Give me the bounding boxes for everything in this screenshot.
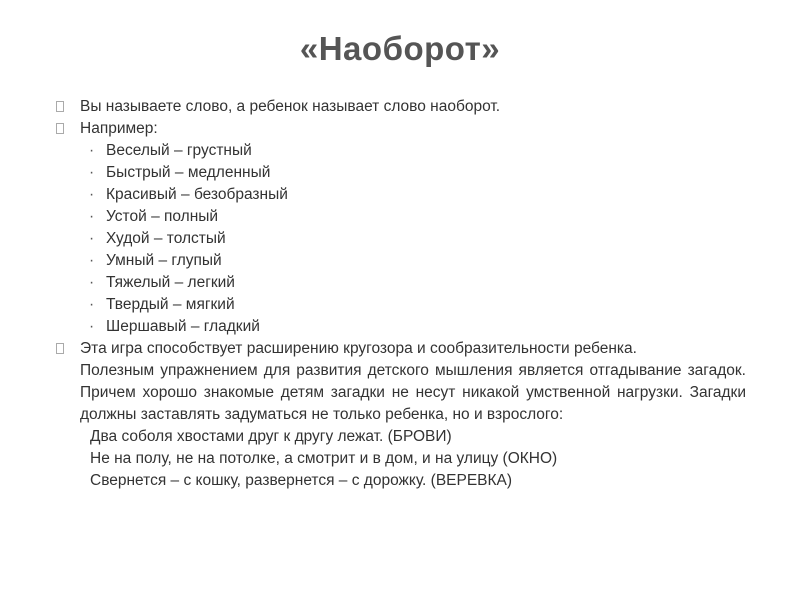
word-pair-item [56,250,756,272]
word-pair-text: Устой – полный [106,208,219,225]
riddles-paragraph: Полезным упражнением для развития детского мышления является отгадывание загадок. Причем хорошо знакомые детям загадки не несут никакой умственной нагрузки. Загадки должны заставлять задуматься не только ребенка, но и взрослого: [80,362,746,423]
word-pair-text: Умный – глупый [106,252,222,269]
sub-bullet-dot-icon: · [89,318,95,335]
bullet-example-text: Например: [80,120,158,137]
word-pair-text: Твердый – мягкий [106,296,235,313]
sub-bullet-dot-icon: · [89,142,95,159]
sub-bullet-dot-icon: · [89,230,95,247]
slide-body [56,96,756,492]
word-pair-item [56,228,756,250]
word-pair-text: Быстрый – медленный [106,164,271,181]
sub-bullet-dot-icon: · [89,296,95,313]
bullet-marker-icon [56,96,70,118]
word-pairs-list [56,140,756,338]
word-pair-item [56,206,756,228]
word-pair-item [56,294,756,316]
bullet-marker-icon [56,338,70,360]
riddle-line: Два соболя хвостами друг к другу лежат. (БРОВИ) [90,428,452,445]
word-pair-item [56,162,756,184]
word-pair-text: Веселый – грустный [106,142,252,159]
bullet-marker-icon [56,118,70,140]
word-pair-text: Шершавый – гладкий [106,318,260,335]
sub-bullet-dot-icon: · [89,164,95,181]
word-pair-item [56,184,756,206]
sub-bullet-dot-icon: · [89,186,95,203]
bullet-game-benefit-text: Эта игра способствует расширению кругозора и сообразительности ребенка. [80,340,637,357]
sub-bullet-dot-icon: · [89,252,95,269]
bullet-intro [56,96,756,118]
bullet-example-label [56,118,756,140]
word-pair-item [56,272,756,294]
slide-title: «Наоборот» [299,30,501,67]
word-pair-item [56,140,756,162]
word-pair-item [56,316,756,338]
bullet-game-benefit [56,338,756,360]
word-pair-text: Тяжелый – легкий [106,274,235,291]
riddle-line: Не на полу, не на потолке, а смотрит и в дом, и на улицу (ОКНО) [90,450,558,467]
word-pair-text: Худой – толстый [106,230,226,247]
bullet-intro-text: Вы называете слово, а ребенок называет слово наоборот. [80,98,501,115]
sub-bullet-dot-icon: · [89,274,95,291]
word-pair-text: Красивый – безобразный [106,186,288,203]
riddle-line: Свернется – с кошку, развернется – с дорожку. (ВЕРЕВКА) [90,472,513,489]
sub-bullet-dot-icon: · [89,208,95,225]
